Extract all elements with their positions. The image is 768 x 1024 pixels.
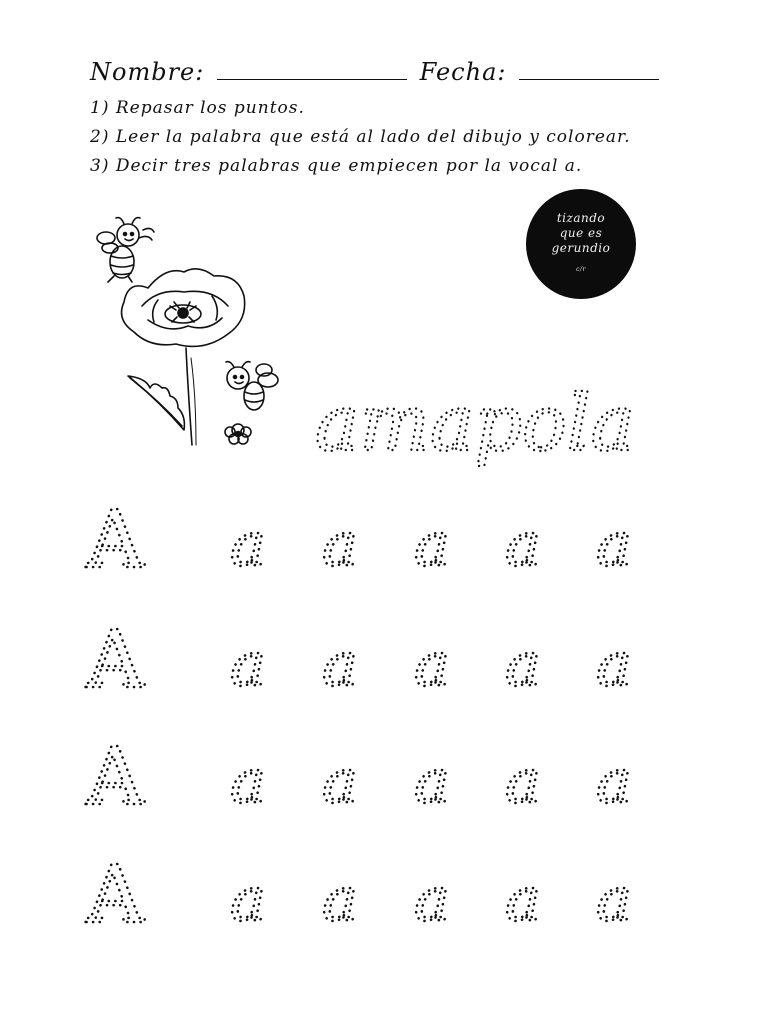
traced-lowercase-a: a [414, 630, 450, 700]
instruction-2: 2) Leer la palabra que está al lado del dibujo y colorear. [90, 127, 631, 147]
name-label: Nombre: [90, 58, 205, 86]
traced-lowercase-a: a [596, 865, 632, 935]
traced-lowercase-a: a [505, 630, 541, 700]
traced-lowercase-a: a [414, 510, 450, 580]
traced-lowercase-a: a [322, 865, 358, 935]
instruction-1: 1) Repasar los puntos. [90, 98, 305, 118]
traced-uppercase-a: A [86, 848, 144, 941]
traced-uppercase-a: A [86, 493, 144, 586]
logo-line-3: gerundio [551, 241, 611, 255]
logo-line-1: tizando [556, 211, 606, 225]
traced-lowercase-a: a [596, 510, 632, 580]
instruction-3: 3) Decir tres palabras que empiecen por la vocal a. [90, 156, 583, 176]
traced-lowercase-a: a [414, 865, 450, 935]
traced-lowercase-a: a [230, 747, 266, 817]
traced-lowercase-a: a [230, 630, 266, 700]
traced-lowercase-a: a [230, 865, 266, 935]
logo-line-2: que es [559, 226, 603, 240]
traced-lowercase-a: a [322, 747, 358, 817]
traced-lowercase-a: a [596, 630, 632, 700]
traced-lowercase-a: a [230, 510, 266, 580]
date-label: Fecha: [419, 58, 507, 86]
traced-uppercase-a: A [86, 613, 144, 706]
traced-lowercase-a: a [596, 747, 632, 817]
traced-lowercase-a: a [505, 510, 541, 580]
traced-uppercase-a: A [86, 730, 144, 823]
traced-lowercase-a: a [505, 747, 541, 817]
traced-lowercase-a: a [505, 865, 541, 935]
logo-mark: c/r [576, 266, 586, 273]
traced-word-text: amapola [315, 379, 635, 469]
traced-lowercase-a: a [322, 510, 358, 580]
traced-lowercase-a: a [414, 747, 450, 817]
traced-lowercase-a: a [322, 630, 358, 700]
